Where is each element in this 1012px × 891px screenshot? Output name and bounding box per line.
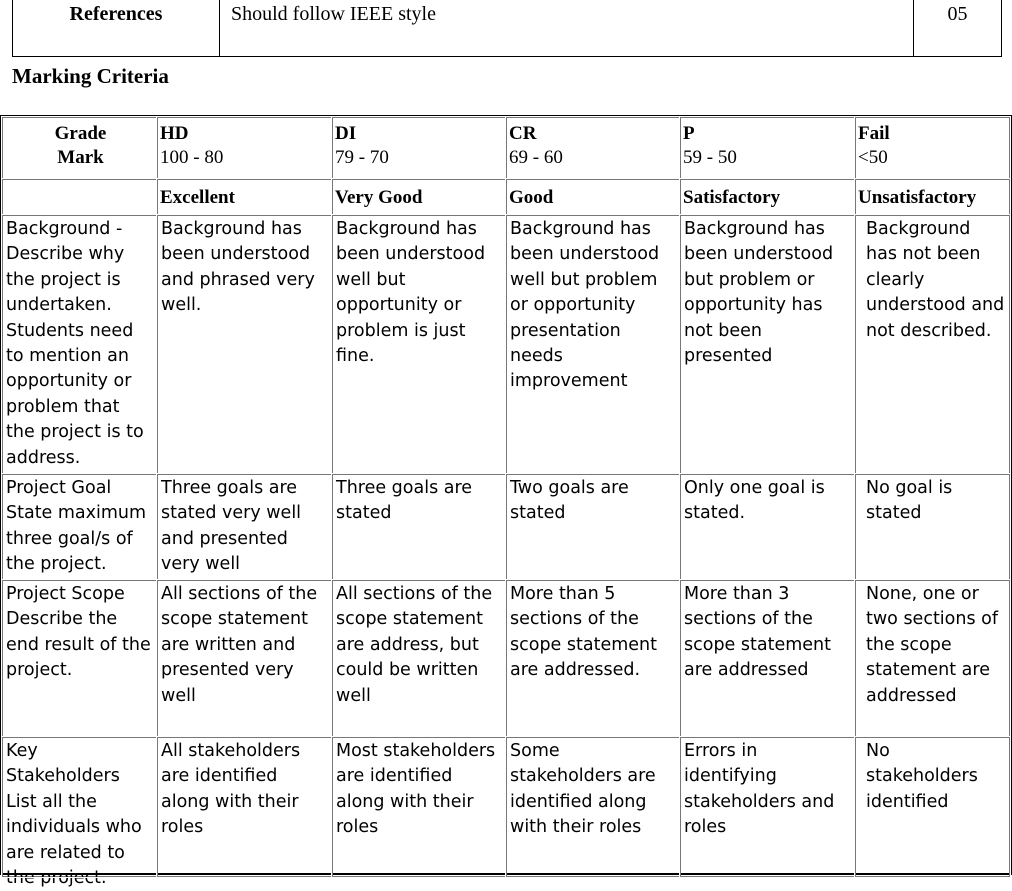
header-hd-code: HD bbox=[160, 123, 189, 144]
header-p bbox=[680, 117, 855, 179]
references-description: Should follow IEEE style bbox=[220, 0, 914, 56]
key-stakeholders-cr: Some stakeholders are identified along with their roles bbox=[506, 737, 680, 877]
header-di-range: 79 - 70 bbox=[335, 147, 389, 168]
header-cr-label: Good bbox=[506, 179, 680, 215]
background-hd: Background has been understood and phrased very well. bbox=[157, 215, 332, 474]
header-cr-range: 69 - 60 bbox=[509, 147, 563, 168]
project-goal-di: Three goals are stated bbox=[332, 474, 506, 580]
background-p: Background has been understood but problem or opportunity has not been presented bbox=[680, 215, 855, 474]
project-goal-p: Only one goal is stated. bbox=[680, 474, 855, 580]
header-hd-range: 100 - 80 bbox=[160, 147, 224, 168]
criterion-background: Background - Describe why the project is undertaken. Students need to mention an opportunity or problem that the project is to address. bbox=[2, 215, 157, 474]
header-fail-label: Unsatisfactory bbox=[855, 179, 1010, 215]
background-fail: Background has not been clearly understood and not described. bbox=[855, 215, 1010, 474]
header-cr bbox=[506, 117, 680, 179]
header-di-label: Very Good bbox=[332, 179, 506, 215]
project-goal-fail: No goal is stated bbox=[855, 474, 1010, 580]
project-goal-cr: Two goals are stated bbox=[506, 474, 680, 580]
references-label: References bbox=[13, 0, 220, 56]
key-stakeholders-p: Errors in identifying stakeholders and roles bbox=[680, 737, 855, 877]
header-di bbox=[332, 117, 506, 179]
key-stakeholders-di: Most stakeholders are identified along with their roles bbox=[332, 737, 506, 877]
project-scope-hd: All sections of the scope statement are written and presented very well bbox=[157, 580, 332, 737]
background-cr: Background has been understood well but problem or opportunity presentation needs improvement bbox=[506, 215, 680, 474]
header-fail-range: <50 bbox=[858, 147, 888, 168]
header-hd bbox=[157, 117, 332, 179]
header-p-label: Satisfactory bbox=[680, 179, 855, 215]
project-scope-cr: More than 5 sections of the scope statement are addressed. bbox=[506, 580, 680, 737]
project-scope-di: All sections of the scope statement are address, but could be written well bbox=[332, 580, 506, 737]
key-stakeholders-fail: No stakeholders identified bbox=[855, 737, 1010, 877]
project-scope-fail: None, one or two sections of the scope statement are addressed bbox=[855, 580, 1010, 737]
header-fail-code: Fail bbox=[858, 123, 890, 144]
header-fail bbox=[855, 117, 1010, 179]
references-marks: 05 bbox=[947, 3, 968, 25]
criterion-project-scope: Project Scope Describe the end result of the project. bbox=[2, 580, 157, 737]
header-p-range: 59 - 50 bbox=[683, 147, 737, 168]
grade-label: Grade bbox=[54, 123, 107, 144]
project-scope-p: More than 3 sections of the scope statement are addressed bbox=[680, 580, 855, 737]
marking-criteria-table bbox=[0, 115, 1012, 889]
project-goal-hd: Three goals are stated very well and presented very well bbox=[157, 474, 332, 580]
header-p-code: P bbox=[683, 123, 695, 144]
criterion-project-goal: Project Goal State maximum three goal/s of the project. bbox=[2, 474, 157, 580]
background-di: Background has been understood well but opportunity or problem is just fine. bbox=[332, 215, 506, 474]
marking-criteria-heading: Marking Criteria bbox=[12, 64, 169, 88]
grade-mark-header bbox=[2, 117, 157, 179]
header-cr-code: CR bbox=[509, 123, 537, 144]
header-blank bbox=[2, 179, 157, 215]
references-table bbox=[12, 0, 1002, 57]
header-di-code: DI bbox=[335, 123, 357, 144]
key-stakeholders-hd: All stakeholders are identified along with their roles bbox=[157, 737, 332, 877]
criterion-key-stakeholders: Key Stakeholders List all the individuals who are related to the project. bbox=[2, 737, 157, 877]
mark-label: Mark bbox=[57, 147, 104, 168]
header-hd-label: Excellent bbox=[157, 179, 332, 215]
